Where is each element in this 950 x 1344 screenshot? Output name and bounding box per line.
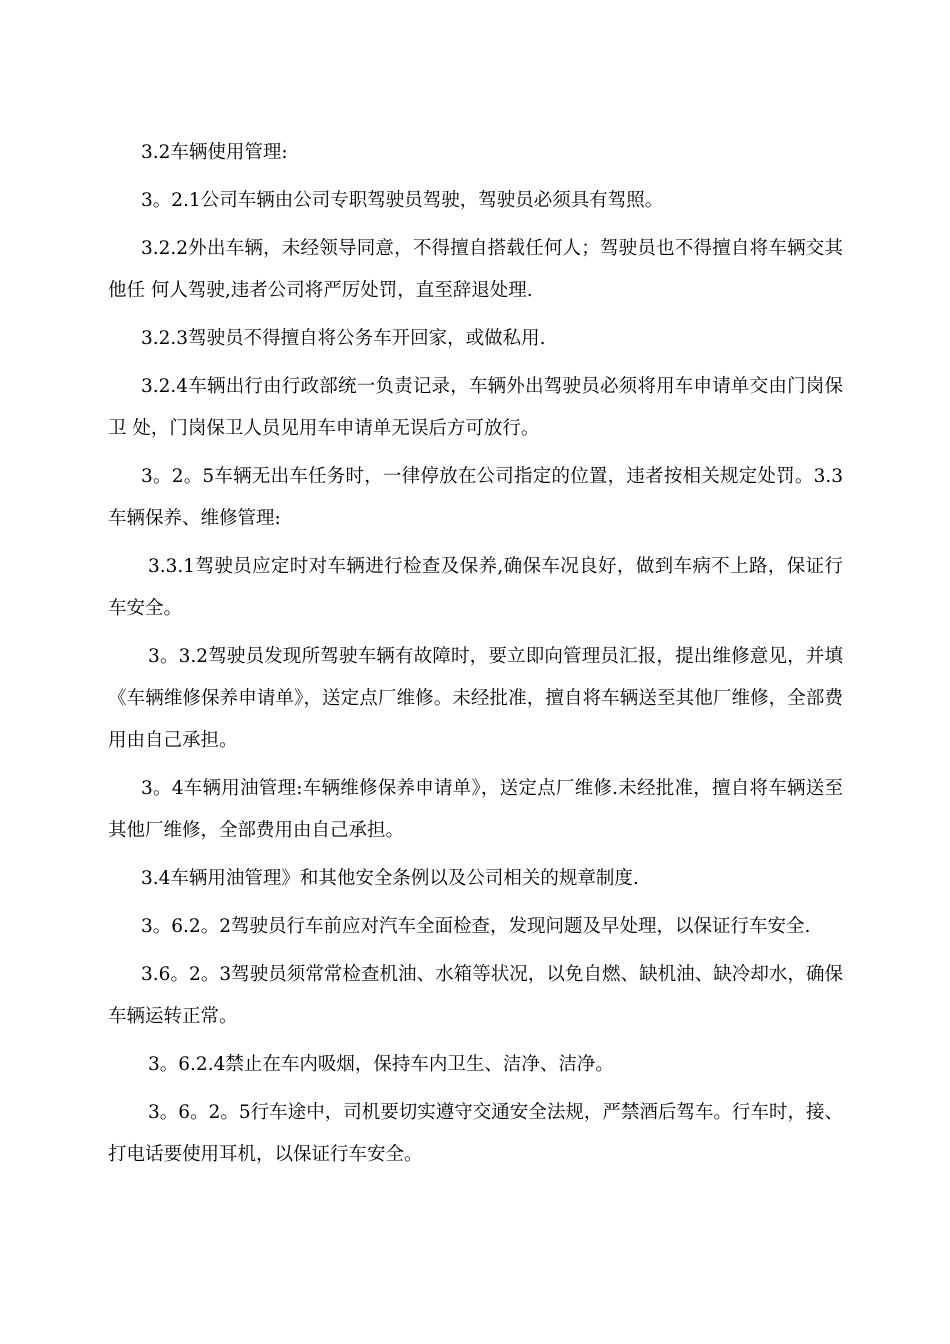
paragraph-3-4-b: 3.4车辆用油管理》和其他安全条例以及公司相关的规章制度. — [141, 868, 639, 889]
paragraph-3-2-5: 3。2。5车辆无出车任务时，一律停放在公司指定的位置，违者按相关规定处罚。3.3车辆保养、维修管理: — [108, 466, 843, 529]
paragraph-3-2-3: 3.2.3驾驶员不得擅自将公务车开回家，或做私用. — [141, 328, 546, 349]
paragraph-3-4-a: 3。4车辆用油管理:车辆维修保养申请单》，送定点厂维修.未经批准，擅自将车辆送至其他厂维修，全部费用由自己承担。 — [108, 778, 843, 841]
paragraph-3-6-2-3: 3.6。2。3驾驶员须常常检查机油、水箱等状况，以免自燃、缺机油、缺冷却水，确保车辆运转正常。 — [108, 964, 843, 1027]
paragraph-3-6-2-5: 3。6。2。5行车途中，司机要切实遵守交通安全法规，严禁酒后驾车。行车时，接、打电话要使用耳机，以保证行车安全。 — [108, 1102, 843, 1165]
paragraph-3-2-heading: 3.2车辆使用管理: — [141, 142, 288, 163]
paragraph-3-6-2-4: 3。6.2.4禁止在车内吸烟，保持车内卫生、洁净、洁净。 — [148, 1054, 614, 1075]
document-body — [108, 132, 843, 1182]
paragraph-3-3-2: 3。3.2驾驶员发现所驾驶车辆有故障时，要立即向管理员汇报，提出维修意见，并填《车辆维修保养申请单》，送定点厂维修。未经批准，擅自将车辆送至其他厂维修，全部费用由自己承担。 — [108, 646, 843, 751]
paragraph-3-6-2-2: 3。6.2。2驾驶员行车前应对汽车全面检查，发现问题及早处理，以保证行车安全. — [141, 916, 811, 937]
paragraph-3-2-1: 3。2.1公司车辆由公司专职驾驶员驾驶，驾驶员必须具有驾照。 — [141, 190, 664, 211]
paragraph-3-3-1: 3.3.1驾驶员应定时对车辆进行检查及保养,确保车况良好，做到车病不上路，保证行车安全。 — [108, 556, 843, 619]
paragraph-3-2-4: 3.2.4车辆出行由行政部统一负责记录，车辆外出驾驶员必须将用车申请单交由门岗保卫 处，门岗保卫人员见用车申请单无误后方可放行。 — [108, 376, 843, 439]
paragraph-3-2-2: 3.2.2外出车辆，未经领导同意，不得擅自搭载任何人；驾驶员也不得擅自将车辆交其他任 何人驾驶,违者公司将严厉处罚，直至辞退处理. — [108, 238, 843, 301]
